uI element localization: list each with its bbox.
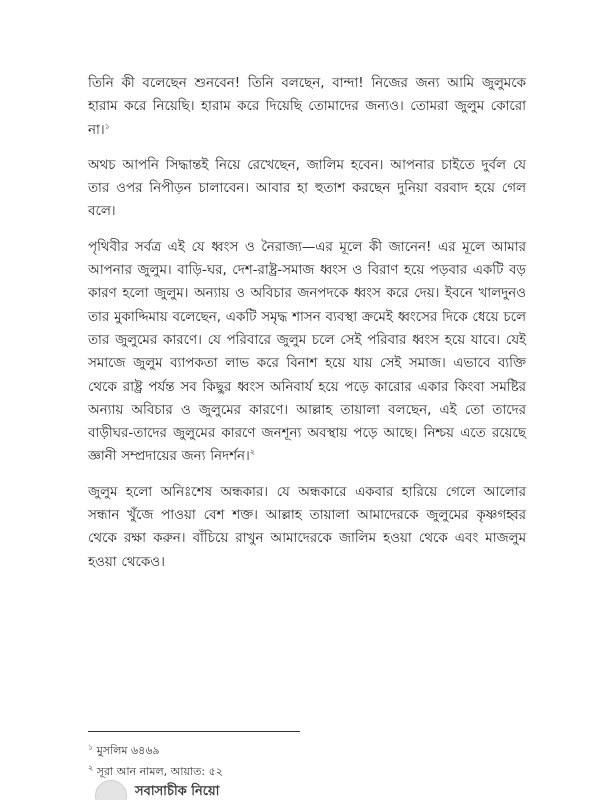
paragraph-1-text: তিনি কী বলেছেন শুনবেন! তিনি বলছেন, বান্দা! নিজের জন্য আমি জুলুমকে হারাম করে নিয়েছি। হারাম করে দিয়েছি তোমাদের জন্যও। তোমরা জুলুম কোরো না। [88,76,526,138]
paragraph-4-text: জুলুম হলো অনিঃশেষ অন্ধকার। যে অন্ধকারে একবার হারিয়ে গেলে আলোর সন্ধান খুঁজে পাওয়া বেশ শক্ত। আল্লাহ তায়ালা আমাদেরকে জুলুমের কৃষ্ণগহ্বর থেকে রক্ষা করুন। বাঁচিয়ে রাখুন আমাদেরকে জালিম হওয়া থেকে এবং মাজলুম হওয়া থেকেও। [88,484,526,570]
paragraph-4 [88,481,526,574]
footnote-1 [88,740,526,761]
paragraph-3 [88,236,526,469]
footnotes [88,740,526,782]
paragraph-2-text: অথচ আপনি সিদ্ধান্তই নিয়ে রেখেছেন, জালিম হবেন। আপনার চাইতে দুর্বল যে তার ওপর নিপীড়ন চালাবেন। আবার হা হুতাশ করছেন দুনিয়া বরবাদ হয়ে গেল বলে। [88,157,526,220]
running-footer [95,780,295,800]
footnote-2-text: সূরা আন নামল, আয়াত: ৫২ [96,765,223,778]
publisher-logo-icon [95,780,127,800]
paragraph-2 [88,154,526,224]
footnote-divider [88,731,300,732]
running-footer-title: সবাসাচীক নিয়ো [135,784,220,799]
footnote-ref-2: ২ [249,447,255,457]
footnote-ref-1: ১ [104,121,110,131]
body-text [88,72,526,586]
footnote-1-text: মুসলিম ৬৪৬৯ [96,744,160,757]
paragraph-1 [88,72,526,142]
paragraph-3-text: পৃথিবীর সর্বত্র এই যে ধ্বংস ও নৈরাজ্য—এর মূলে কী জানেন! এর মূলে আমার আপনার জুলুম। বাড়ি-ঘর, দেশ-রাষ্ট্র-সমাজ ধ্বংস ও বিরাণ হয়ে পড়বার একটি বড় কারণ হলো জুলুম। অন্যায় ও অবিচার জনপদকে ধ্বংস করে দেয়। ইবনে খালদুনও তার মুকাদ্দিমায় বলেছেন, একটি সমৃদ্ধ শাসন ব্যবস্থা ক্রমেই ধ্বংসের দিকে ধেয়ে চলে তার জুলুমের কারণে। যে পরিবারে জুলুম চলে সেই পরিবার ধ্বংস হয়ে যাবে। যেই সমাজে জুলুম ব্যাপকতা লাভ করে বিনাশ হয়ে যায় সেই সমাজ। এভাবে ব্যক্তি থেকে রাষ্ট্র পর্যন্ত সব কিছুর ধ্বংস অনিবার্য হয়ে পড়ে কারোর একার কিংবা সমষ্টির অন্যায় অবিচার ও জুলুমের কারণে। আল্লাহ তায়ালা বলছেন, এই তো তাদের বাড়ীঘর-তাদের জুলুমের কারণে জনশূন্য অবস্থায় পড়ে আছে। নিশ্চয় এতে রয়েছে জ্ঞানী সম্প্রদায়ের জন্য নিদর্শন। [88,239,526,465]
footnote-2-mark: ২ [88,763,94,773]
footnote-2 [88,761,526,782]
footnote-1-mark: ১ [88,742,94,752]
